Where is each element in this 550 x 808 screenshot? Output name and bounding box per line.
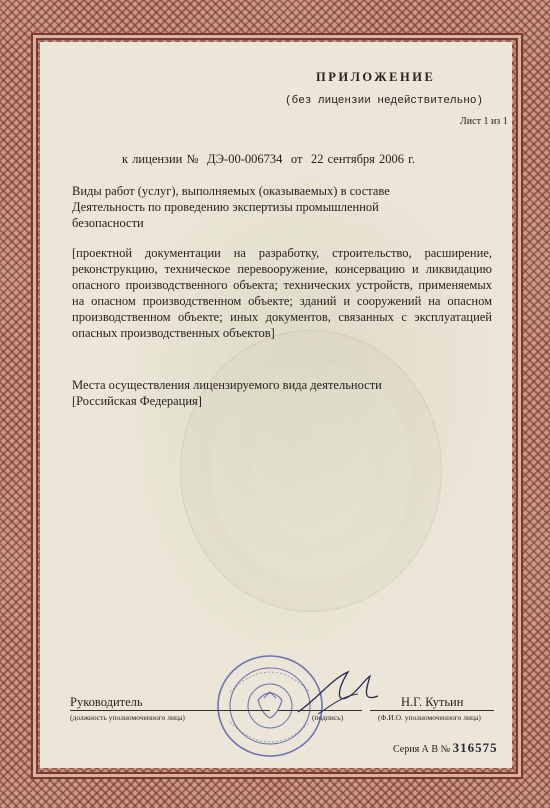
works-label: Виды работ (услуг), выполняемых (оказываемых) в составе [72, 184, 390, 198]
scope-text: [проектной документации на разработку, строительство, расширение, реконструкцию, техническое перевооружение, консервацию и ликвидацию опасного производственного объекта; технических устройств, применяемых на опасном производственном объекте; зданий и сооружений на опасном производственном объекте; иных документов, связанных с эксплуатацией опасных производственных объектов] [72, 246, 492, 340]
license-prefix: к лицензии № [122, 152, 199, 166]
series-label: Серия А В № [393, 744, 451, 755]
document-title: ПРИЛОЖЕНИЕ [316, 70, 436, 84]
license-date: 22 сентября 2006 г. [310, 152, 416, 166]
sheet-number: Лист 1 из 1 [460, 116, 508, 127]
validity-note: (без лицензии недействительно) [285, 95, 484, 107]
series-digits: 316575 [452, 740, 498, 755]
series-number [393, 740, 498, 756]
head-name: Н.Г. Кутьин [401, 695, 464, 709]
name-caption: (Ф.И.О. уполномоченного лица) [378, 713, 481, 722]
position-caption: (должность уполномоченного лица) [70, 713, 185, 722]
place-value: [Российская Федерация] [72, 394, 202, 408]
signature-caption: (подпись) [312, 713, 344, 722]
activity-text: Деятельность по проведению экспертизы промышленной безопасности [72, 200, 379, 230]
background-rosette [180, 330, 442, 612]
handwritten-signature [288, 668, 388, 718]
works-block [72, 183, 492, 231]
license-number: ДЭ-00-006734 [206, 152, 283, 166]
head-label: Руководитель [70, 695, 143, 709]
license-line [122, 152, 415, 167]
place-label: Места осуществления лицензируемого вида деятельности [72, 378, 382, 392]
name-line [370, 710, 494, 711]
license-from: от [290, 152, 303, 166]
